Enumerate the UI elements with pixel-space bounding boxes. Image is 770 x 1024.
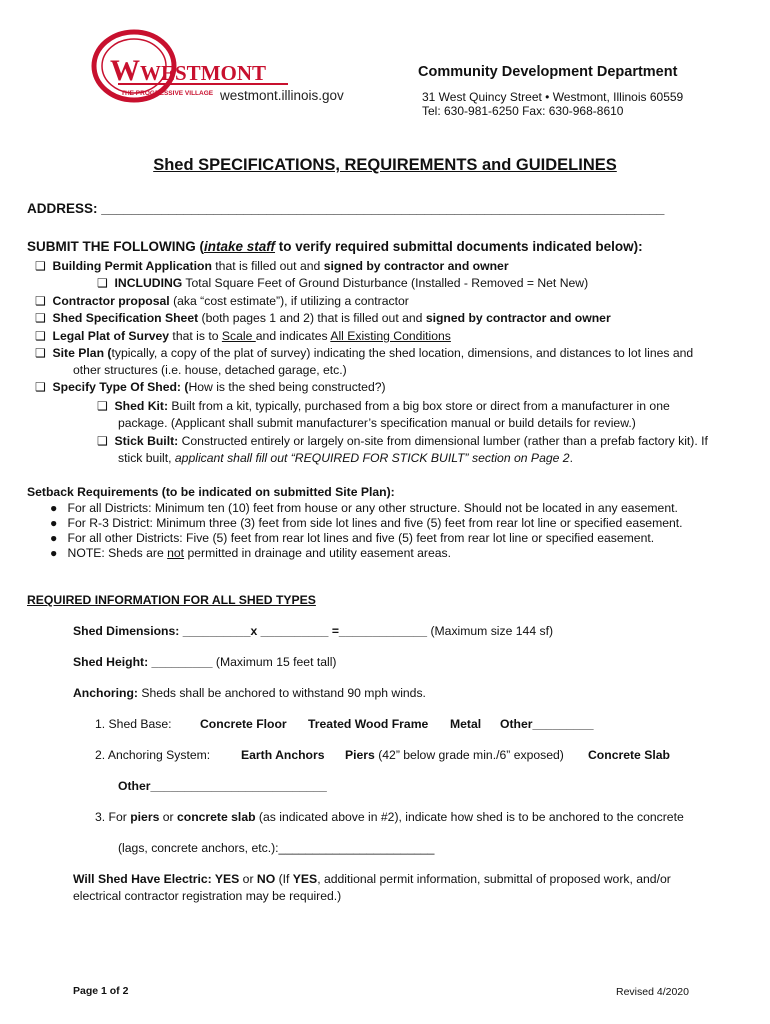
page-title: Shed SPECIFICATIONS, REQUIREMENTS and GUIDELINES	[153, 156, 617, 174]
address-field[interactable]: ADDRESS: ___________________________________________________________________________	[27, 201, 665, 216]
setback-item: ● For R-3 District: Minimum three (3) feet from side lot lines and five (5) feet from rear lot line or specified easement.	[50, 516, 683, 530]
checkbox-icon[interactable]: ❑	[35, 346, 46, 360]
checklist-spec-sheet: ❑ Shed Specification Sheet (both pages 1 and 2) that is filled out and signed by contractor and owner	[35, 311, 611, 325]
bullet-icon: ●	[50, 531, 58, 545]
option-metal[interactable]: Metal	[450, 717, 482, 731]
checkbox-icon[interactable]: ❑	[97, 276, 108, 290]
checklist-shed-kit-cont: package. (Applicant shall submit manufacturer’s specification manual or build details for review.)	[118, 416, 636, 430]
page-number: Page 1 of 2	[73, 985, 129, 997]
svg-text:THE PROGRESSIVE VILLAGE: THE PROGRESSIVE VILLAGE	[121, 90, 214, 97]
option-anchoring-other[interactable]: Other__________________________	[118, 779, 327, 793]
option-concrete-floor[interactable]: Concrete Floor	[200, 717, 287, 731]
submit-heading: SUBMIT THE FOLLOWING (intake staff to verify required submittal documents indicated below):	[27, 239, 643, 254]
checkbox-icon[interactable]: ❑	[97, 399, 108, 413]
option-piers[interactable]: Piers (42” below grade min./6” exposed)	[345, 748, 564, 762]
shed-base-label: 1. Shed Base:	[95, 717, 172, 731]
svg-text:W: W	[110, 54, 140, 87]
checklist-permit: ❑ Building Permit Application that is filled out and signed by contractor and owner	[35, 259, 509, 273]
checklist-shed-kit: ❑ Shed Kit: Built from a kit, typically, purchased from a big box store or direct from a manufacturer in one	[97, 399, 670, 413]
setback-note: ● NOTE: Sheds are not permitted in drainage and utility easement areas.	[50, 546, 452, 560]
setback-item: ● For all other Districts: Five (5) feet from rear lot lines and five (5) feet from rear lot line or specified easement.	[50, 531, 655, 545]
checkbox-icon[interactable]: ❑	[35, 259, 46, 273]
checklist-shed-type: ❑ Specify Type Of Shed: (How is the shed being constructed?)	[35, 380, 386, 394]
checkbox-icon[interactable]: ❑	[35, 329, 46, 343]
option-base-other[interactable]: Other_________	[500, 717, 594, 731]
anchoring-method-question: 3. For piers or concrete slab (as indicated above in #2), indicate how shed is to be anchored to the concrete	[95, 810, 684, 824]
electric-question-cont: electrical contractor registration may be required.)	[73, 889, 342, 903]
department-address: 31 West Quincy Street • Westmont, Illinois 60559	[422, 90, 684, 104]
checkbox-icon[interactable]: ❑	[35, 294, 46, 308]
svg-text:WESTMONT: WESTMONT	[140, 61, 267, 85]
checklist-including: ❑ INCLUDING Total Square Feet of Ground Disturbance (Installed - Removed = Net New)	[97, 276, 589, 290]
checklist-stick-built: ❑ Stick Built: Constructed entirely or largely on-site from dimensional lumber (rather than a prefab factory kit). If	[97, 434, 708, 448]
shed-height[interactable]: Shed Height: _________ (Maximum 15 feet tall)	[73, 655, 337, 669]
checklist-site-plan-cont: other structures (i.e. house, detached garage, etc.)	[73, 363, 347, 377]
setback-item: ● For all Districts: Minimum ten (10) feet from house or any other structure. Should not be located in any easement.	[50, 501, 678, 515]
anchoring-method-field[interactable]: (lags, concrete anchors, etc.):_______________________	[118, 841, 435, 855]
checkbox-icon[interactable]: ❑	[97, 434, 108, 448]
checkbox-icon[interactable]: ❑	[35, 311, 46, 325]
revision-date: Revised 4/2020	[616, 986, 689, 998]
checklist-stick-built-cont: stick built, applicant shall fill out “REQUIRED FOR STICK BUILT” section on Page 2.	[118, 451, 573, 465]
anchoring-requirement: Anchoring: Sheds shall be anchored to withstand 90 mph winds.	[73, 686, 426, 700]
checklist-site-plan: ❑ Site Plan (typically, a copy of the plat of survey) indicating the shed location, dimensions, and distances to lot lines and	[35, 346, 694, 360]
anchoring-system-label: 2. Anchoring System:	[95, 748, 211, 762]
department-name: Community Development Department	[418, 64, 678, 80]
checklist-proposal: ❑ Contractor proposal (aka “cost estimate”), if utilizing a contractor	[35, 294, 409, 308]
option-treated-wood[interactable]: Treated Wood Frame	[308, 717, 429, 731]
website-url: westmont.illinois.gov	[220, 88, 344, 103]
option-earth-anchors[interactable]: Earth Anchors	[241, 748, 325, 762]
checklist-plat: ❑ Legal Plat of Survey that is to Scale and indicates All Existing Conditions	[35, 329, 451, 343]
bullet-icon: ●	[50, 546, 58, 560]
electric-question[interactable]: Will Shed Have Electric: YES or NO (If YES, additional permit information, submittal of proposed work, and/or	[73, 872, 671, 886]
bullet-icon: ●	[50, 501, 58, 515]
setback-heading: Setback Requirements (to be indicated on submitted Site Plan):	[27, 485, 395, 499]
bullet-icon: ●	[50, 516, 58, 530]
shed-dimensions[interactable]: Shed Dimensions: __________x __________ =_____________ (Maximum size 144 sf)	[73, 624, 554, 638]
required-heading: REQUIRED INFORMATION FOR ALL SHED TYPES	[27, 593, 316, 607]
option-concrete-slab[interactable]: Concrete Slab	[588, 748, 670, 762]
department-phone: Tel: 630-981-6250 Fax: 630-968-8610	[422, 104, 624, 118]
checkbox-icon[interactable]: ❑	[35, 380, 46, 394]
